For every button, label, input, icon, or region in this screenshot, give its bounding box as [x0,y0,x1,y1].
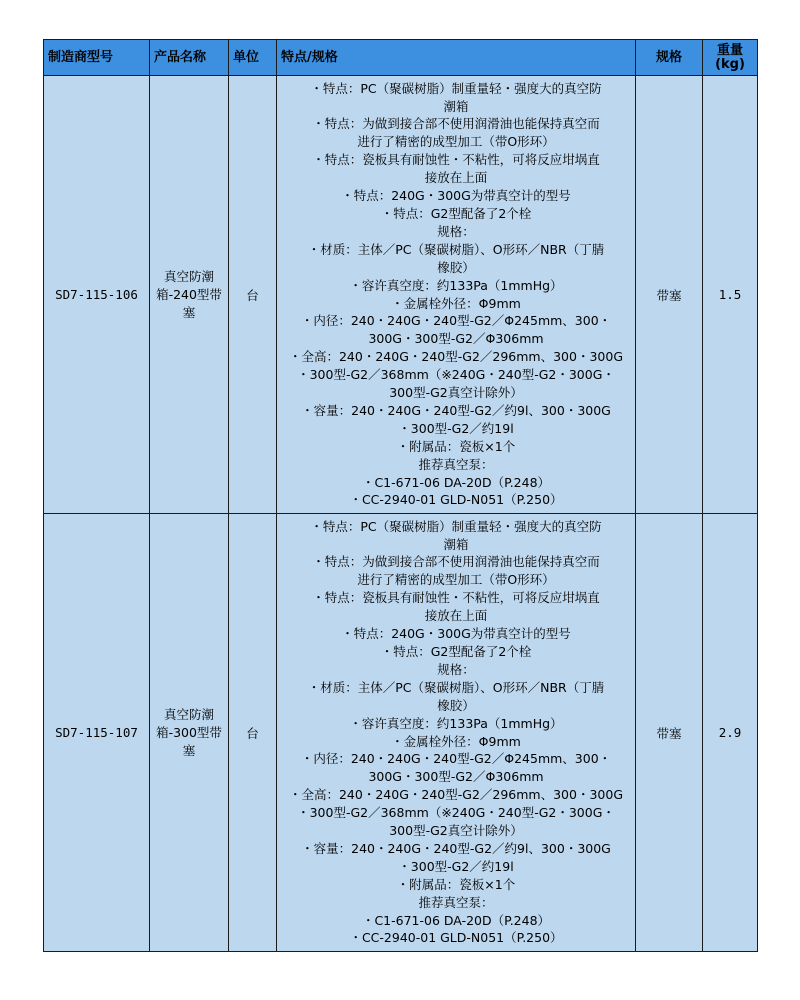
feature-line: ・300型-G2／368mm（※240G・240型-G2・300G・ [297,805,615,821]
header-model: 制造商型号 [44,40,150,76]
feature-line: ・附属品：瓷板×1个 [396,438,516,454]
table-row [44,514,758,952]
feature-line: 300型-G2真空计除外） [389,823,523,839]
feature-line: ・CC-2940-01 GLD-N051（P.250） [349,492,563,508]
cell-model: SD7-115-107 [44,514,150,952]
feature-line: 接放在上面 [424,170,488,186]
feature-line: ・全高：240・240G・240型-G2／296mm、300・300G [288,787,624,803]
feature-line: 300型-G2真空计除外） [389,385,523,401]
feature-line: ・特点：PC（聚碳树脂）制重量轻・强度大的真空防 [310,518,602,534]
feature-line: ・容量：240・240G・240型-G2／约9l、300・300G [301,402,611,418]
feature-line: 橡胶） [437,697,475,713]
header-weight-line1: 重量 [716,42,743,58]
cell-weight: 1.5 [703,76,758,514]
feature-line: ・300型-G2／约19l [398,858,514,874]
feature-line: 潮箱 [443,536,469,552]
header-weight [703,40,758,76]
feature-line: ・特点：为做到接合部不使用润滑油也能保持真空而 [312,116,600,132]
feature-line: ・全高：240・240G・240型-G2／296mm、300・300G [288,349,624,365]
header-weight-line2: (kg) [715,56,745,72]
feature-line: ・容量：240・240G・240型-G2／约9l、300・300G [301,840,611,856]
feature-line: ・300型-G2／368mm（※240G・240型-G2・300G・ [297,367,615,383]
header-spec: 规格 [636,40,703,76]
feature-line: ・内径：240・240G・240型-G2／Φ245mm、300・ [300,313,612,329]
feature-line: ・C1-671-06 DA-20D（P.248） [361,474,551,490]
cell-unit: 台 [229,76,277,514]
feature-line: ・特点：240G・300G为带真空计的型号 [341,188,571,204]
feature-line: ・CC-2940-01 GLD-N051（P.250） [349,930,563,946]
header-features: 特点/规格 [277,40,636,76]
feature-line: ・特点：为做到接合部不使用润滑油也能保持真空而 [312,554,600,570]
feature-line: 规格： [437,223,475,239]
feature-line: ・材质：主体／PC（聚碳树脂）、O形环／NBR（丁腈 [307,679,605,695]
feature-line: ・金属栓外径：Φ9mm [391,733,521,749]
feature-line: 推荐真空泵： [418,894,494,910]
cell-spec: 带塞 [636,514,703,952]
table-row [44,76,758,514]
feature-line: 进行了精密的成型加工（带O形环） [357,572,555,588]
feature-line: 橡胶） [437,259,475,275]
feature-line: ・附属品：瓷板×1个 [396,876,516,892]
feature-line: 规格： [437,661,475,677]
cell-product: 真空防潮箱-300型带塞 [150,514,229,952]
header-product: 产品名称 [150,40,229,76]
feature-line: ・容许真空度：约133Pa（1mmHg） [349,277,563,293]
feature-line: 接放在上面 [424,608,488,624]
feature-line: ・特点：G2型配备了2个栓 [380,205,532,221]
cell-unit: 台 [229,514,277,952]
product-spec-table [43,39,758,952]
feature-line: 300G・300型-G2／Φ306mm [368,331,544,347]
cell-weight: 2.9 [703,514,758,952]
feature-line: ・材质：主体／PC（聚碳树脂）、O形环／NBR（丁腈 [307,241,605,257]
feature-line: ・300型-G2／约19l [398,420,514,436]
feature-line: ・C1-671-06 DA-20D（P.248） [361,912,551,928]
feature-line: 300G・300型-G2／Φ306mm [368,769,544,785]
cell-product: 真空防潮箱-240型带塞 [150,76,229,514]
feature-line: ・特点：瓷板具有耐蚀性・不粘性，可将反应坩埚直 [312,152,600,168]
feature-line: ・特点：瓷板具有耐蚀性・不粘性，可将反应坩埚直 [312,590,600,606]
feature-line: ・容许真空度：约133Pa（1mmHg） [349,715,563,731]
cell-model: SD7-115-106 [44,76,150,514]
feature-line: ・特点：240G・300G为带真空计的型号 [341,626,571,642]
header-unit: 单位 [229,40,277,76]
feature-line: 潮箱 [443,98,469,114]
cell-spec: 带塞 [636,76,703,514]
feature-line: 推荐真空泵： [418,456,494,472]
table-header-row [44,40,758,76]
feature-line: ・金属栓外径：Φ9mm [391,295,521,311]
feature-line: ・内径：240・240G・240型-G2／Φ245mm、300・ [300,751,612,767]
cell-features [277,514,636,952]
feature-line: 进行了精密的成型加工（带O形环） [357,134,555,150]
feature-line: ・特点：PC（聚碳树脂）制重量轻・强度大的真空防 [310,80,602,96]
feature-line: ・特点：G2型配备了2个栓 [380,643,532,659]
cell-features [277,76,636,514]
